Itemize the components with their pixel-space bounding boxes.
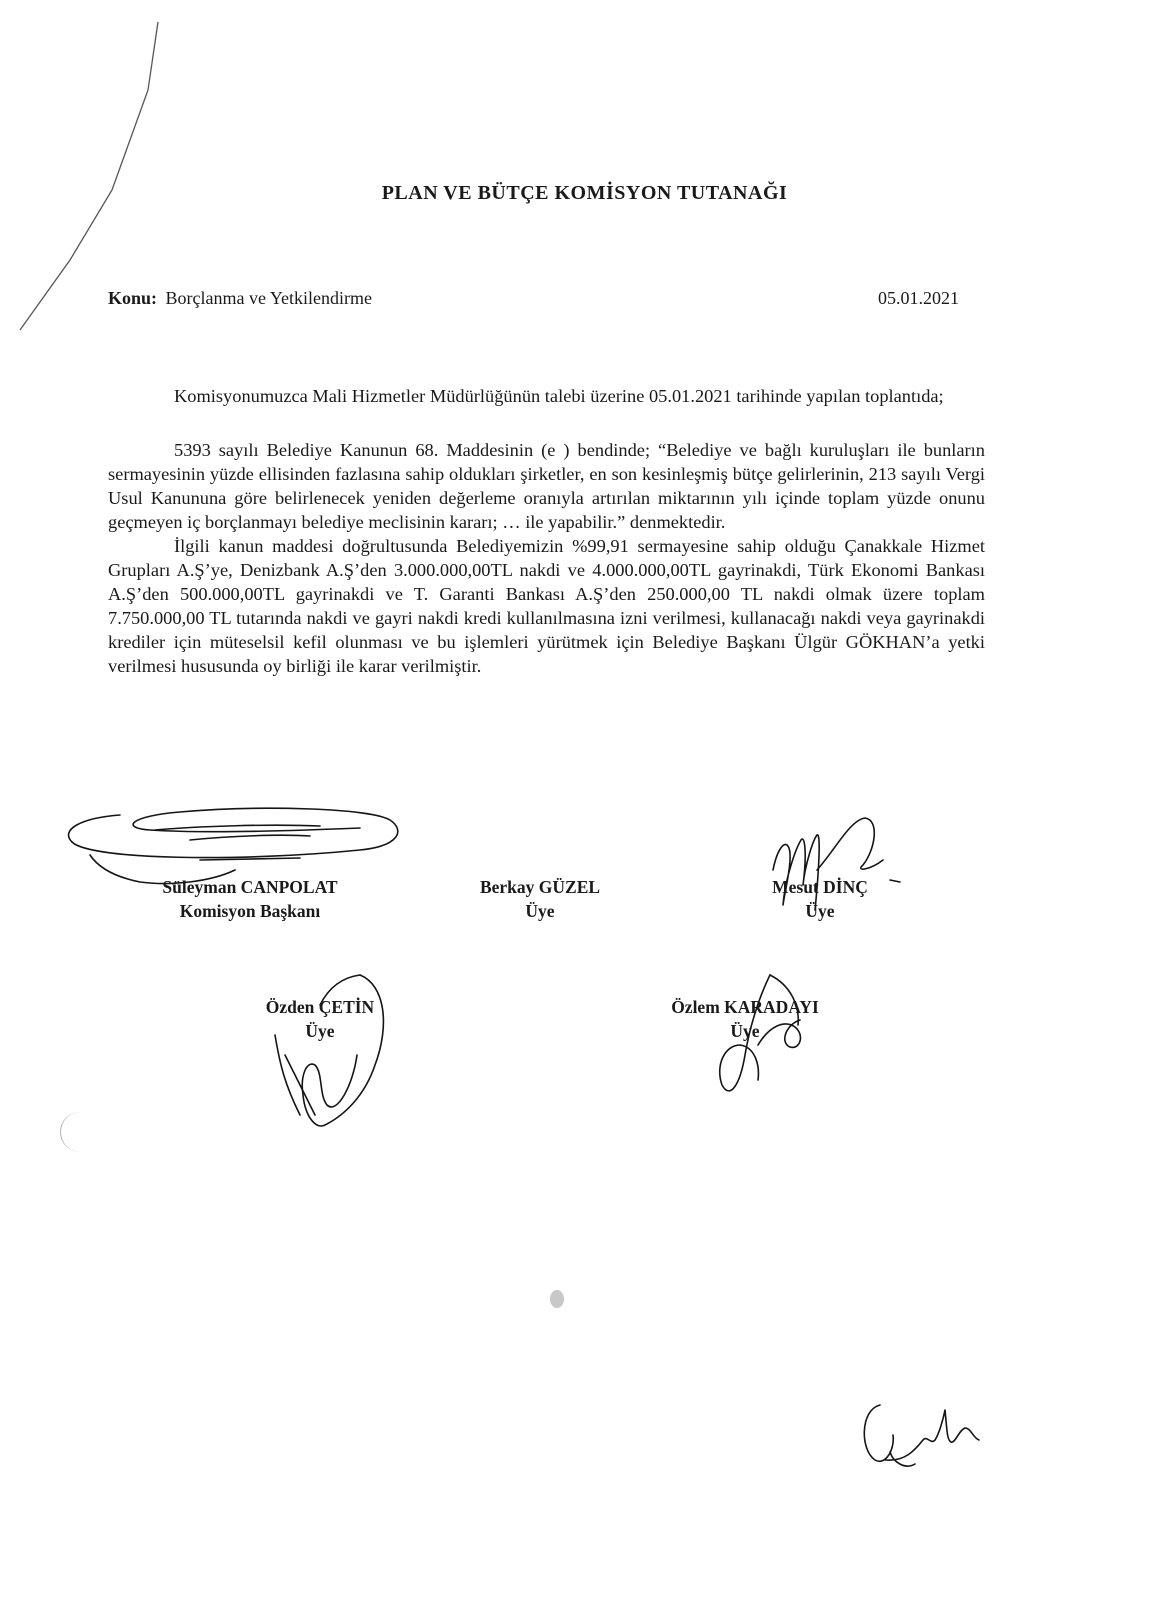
paragraph-decision: İlgili kanun maddesi doğrultusunda Belediyemizin %99,91 sermayesine sahip olduğu Çanakkale Hizmet Grupları A.Ş’ye, Denizbank A.Ş’den 3.000.000,00TL nakdi ve 4.000.000,00TL gayrinakdi, Türk Ekonomi Bankası A.Ş’den 500.000,00TL gayrinakdi ve T. Garanti Bankası A.Ş’den 250.000,00 TL nakdi olmak üzere toplam 7.750.000,00 TL tutarında nakdi ve gayri nakdi kredi kullanılmasına izni verilmesi, kullanacağı nakdi veya gayrinakdi krediler için müteselsil kefil olunması ve bu işlemleri yürütmek için Belediye Başkanı Ülgür GÖKHAN’a yetki verilmesi hususunda oy birliği ile karar verilmiştir. — [108, 536, 985, 676]
document-title: PLAN VE BÜTÇE KOMİSYON TUTANAĞI — [381, 182, 788, 204]
signatory-name: Özlem KARADAYI — [671, 997, 819, 1017]
signatory-role: Üye — [525, 901, 555, 921]
signatory-role: Üye — [805, 901, 835, 921]
signatory-role: Üye — [305, 1021, 335, 1041]
subject-label: Konu: — [108, 288, 158, 308]
signatory-3 — [730, 875, 910, 923]
signatory-role: Üye — [730, 1021, 760, 1041]
paragraph-intro: Komisyonumuzca Mali Hizmetler Müdürlüğünün talebi üzerine 05.01.2021 tarihinde yapılan toplantıda; — [174, 386, 944, 406]
scan-mark — [60, 1112, 83, 1152]
subject-value: Borçlanma ve Yetkilendirme — [165, 288, 372, 308]
signatory-4 — [240, 995, 400, 1043]
signatory-5 — [645, 995, 845, 1043]
signatory-name: Özden ÇETİN — [265, 997, 375, 1017]
signatory-1 — [110, 875, 390, 923]
signatory-name: Süleyman CANPOLAT — [162, 877, 338, 897]
signature-cetin — [245, 965, 405, 1140]
scan-speck — [550, 1290, 564, 1308]
signatory-name: Berkay GÜZEL — [479, 877, 601, 897]
document-date: 05.01.2021 — [878, 288, 959, 308]
signatory-2 — [420, 875, 660, 923]
signatory-name: Mesut DİNÇ — [772, 877, 868, 897]
signatory-role: Komisyon Başkanı — [179, 901, 321, 921]
paragraph-law-quote: 5393 sayılı Belediye Kanunun 68. Maddesinin (e ) bendinde; “Belediye ve bağlı kuruluşları ile bunların sermayesinin yüzde ellisinden fazlasına sahip oldukları şirketler, en son kesinleşmiş bütçe gelirlerinin, 213 sayılı Vergi Usul Kanununa göre belirlenecek yeniden değerleme oranıyla artırılan miktarının yılı içinde toplam yüzde onunu geçmeyen iç borçlanmayı belediye meclisinin kararı; … ile yapabilir.” denmektedir. — [108, 440, 985, 532]
initials-mark — [855, 1390, 995, 1500]
subject-row — [108, 288, 959, 309]
document-body — [108, 384, 985, 678]
